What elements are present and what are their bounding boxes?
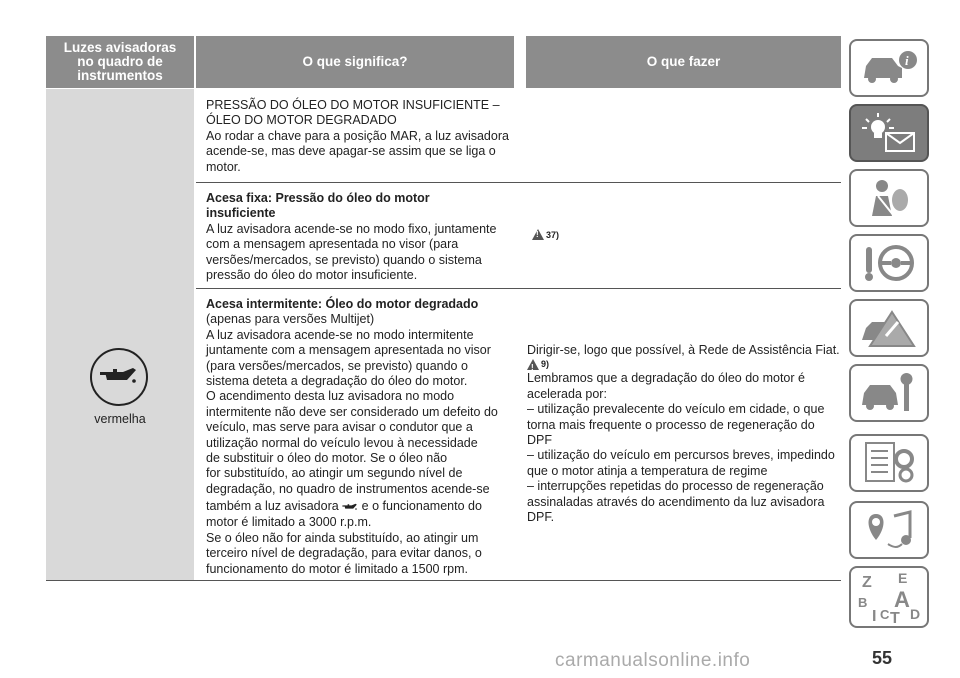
text-line: Se o óleo não for ainda substituído, ao atingir um (206, 530, 479, 545)
text-line: – utilização do veículo em percursos breves, impedindo (527, 448, 835, 463)
maintenance-icon (858, 371, 920, 415)
svg-text:A: A (894, 587, 910, 612)
text-line: – utilização prevalecente do veículo em cidade, o que (527, 402, 825, 417)
svg-text:T: T (890, 610, 900, 625)
side-tab-safety[interactable] (849, 169, 929, 227)
text-line: juntamente com a mensagem apresentada no visor (206, 343, 491, 358)
row3-action (527, 343, 845, 525)
text-line: funcionamento do motor é limitado a 1500 rpm. (206, 561, 468, 576)
specs-icon (858, 439, 920, 487)
text-line: utilização normal do veículo levou à necessidade (206, 435, 478, 450)
text-line: Dirigir-se, logo que possível, à Rede de Assistência Fiat. (527, 343, 840, 357)
side-tab-warning-lights[interactable] (849, 104, 929, 162)
side-tab-maintenance[interactable] (849, 364, 929, 422)
warning-ref-label: 37) (546, 229, 560, 240)
row-divider (196, 288, 841, 289)
text-line: for substituído, ao atingir um segundo nível de (206, 466, 463, 481)
action-lines (527, 371, 845, 525)
side-tab-starting-driving[interactable] (849, 234, 929, 292)
text-line: Ao rodar a chave para a posição MAR, a luz avisadora (206, 128, 509, 143)
text-line (206, 497, 526, 515)
svg-text:B: B (858, 595, 868, 610)
text-line: sistema deteta a degradação do óleo do motor. (206, 374, 468, 389)
side-tab-multimedia[interactable] (849, 501, 929, 559)
text-line: com a mensagem apresentada no visor (para (206, 237, 459, 252)
warning-lights-icon (858, 111, 920, 155)
text-line: Lembramos que a degradação do óleo do motor é (527, 371, 805, 386)
text-line: torna mais frequente o processo de regeneração do (527, 417, 815, 432)
text-line: A luz avisadora acende-se no modo fixo, juntamente (206, 221, 497, 236)
lamp-column (46, 89, 194, 581)
text-line: DPF (527, 433, 552, 448)
svg-text:Z: Z (862, 574, 872, 591)
header-meaning (196, 36, 514, 88)
car-info-icon (858, 48, 920, 88)
text-line: pressão do óleo do motor insuficiente. (206, 268, 418, 283)
text-line: assinaladas através do acendimento da luz avisadora (527, 494, 825, 509)
text-line: – interrupções repetidas do processo de regeneração (527, 479, 824, 494)
text-line: que o motor atinja a temperatura de regime (527, 463, 768, 478)
text-line: motor é limitado a 3000 r.p.m. (206, 515, 372, 530)
warning-ref-9[interactable] (527, 358, 845, 371)
row3-lines2 (206, 515, 526, 577)
emergency-icon (858, 306, 920, 350)
text-line: terceiro nível de degradação, para evitar danos, o (206, 546, 482, 561)
row3-title: Acesa intermitente: Óleo do motor degradado (206, 297, 479, 311)
text-line: veículo, mas serve para avisar o condutor que a (206, 420, 473, 435)
warning-ref-label: 9) (541, 359, 550, 370)
header-action (526, 36, 841, 88)
text-line: acende-se, mas deve apagar-se assim que se liga o (206, 144, 496, 159)
svg-text:E: E (898, 570, 908, 586)
row2-meaning (206, 191, 526, 283)
header-lamps-label: Luzes avisadoras no quadro de instrumentos (63, 40, 177, 83)
row2-title: Acesa fixa: Pressão do óleo do motor (206, 191, 430, 205)
page-number: 55 (872, 648, 893, 668)
text-fragment: e o funcionamento do (361, 499, 482, 514)
table-bottom-border (46, 580, 841, 581)
row3-meaning (206, 297, 526, 577)
svg-text:D: D (910, 606, 921, 622)
text-line: motor. (206, 159, 241, 174)
text-line: O acendimento desta luz avisadora no modo (206, 389, 455, 404)
text-line: A luz avisadora acende-se no modo intermitente (206, 327, 474, 342)
row-divider (196, 182, 841, 183)
text-line: PRESSÃO DO ÓLEO DO MOTOR INSUFICIENTE – (206, 98, 500, 112)
text-line: acelerada por: (527, 386, 607, 401)
text-line: DPF. (527, 510, 555, 525)
text-line: ÓLEO DO MOTOR DEGRADADO (206, 113, 397, 128)
header-action-label: O que fazer (646, 54, 721, 69)
watermark: carmanualsonline.info (555, 650, 751, 671)
svg-text:C: C (880, 607, 890, 622)
lamp-color-label: vermelha (94, 412, 146, 426)
warning-triangle-icon (527, 359, 539, 370)
multimedia-icon (858, 508, 920, 552)
side-tab-specs[interactable] (849, 434, 929, 492)
svg-text:i: i (905, 53, 909, 68)
side-tab-index[interactable] (849, 566, 929, 628)
side-tab-car-info[interactable] (849, 39, 929, 97)
text-line: de substituir o óleo do motor. Se o óleo não (206, 451, 448, 466)
airbag-safety-icon (858, 176, 920, 220)
svg-text:I: I (872, 608, 877, 625)
steering-key-icon (858, 241, 920, 285)
index-icon (854, 569, 924, 625)
side-tab-emergency[interactable] (849, 299, 929, 357)
text-line: (apenas para versões Multijet) (206, 312, 375, 327)
oil-can-icon (342, 502, 358, 512)
warning-triangle-icon (532, 229, 544, 240)
oil-can-icon (90, 348, 148, 406)
text-fragment: também a luz avisadora (206, 499, 339, 514)
row1-meaning (206, 98, 526, 175)
text-line: (para versões/mercados, se previsto) quando o (206, 358, 468, 373)
row2-title-cont: insuficiente (206, 206, 276, 221)
text-line: intermitente não deve ser considerado um defeito do (206, 404, 498, 419)
row3-lines (206, 312, 526, 497)
text-line: degradação, no quadro de instrumentos acende-se (206, 481, 490, 496)
warning-ref-37[interactable] (532, 229, 559, 240)
header-lamps (46, 36, 194, 88)
header-meaning-label: O que significa? (302, 54, 408, 69)
text-line: versões/mercados, se previsto) quando o sistema (206, 252, 482, 267)
